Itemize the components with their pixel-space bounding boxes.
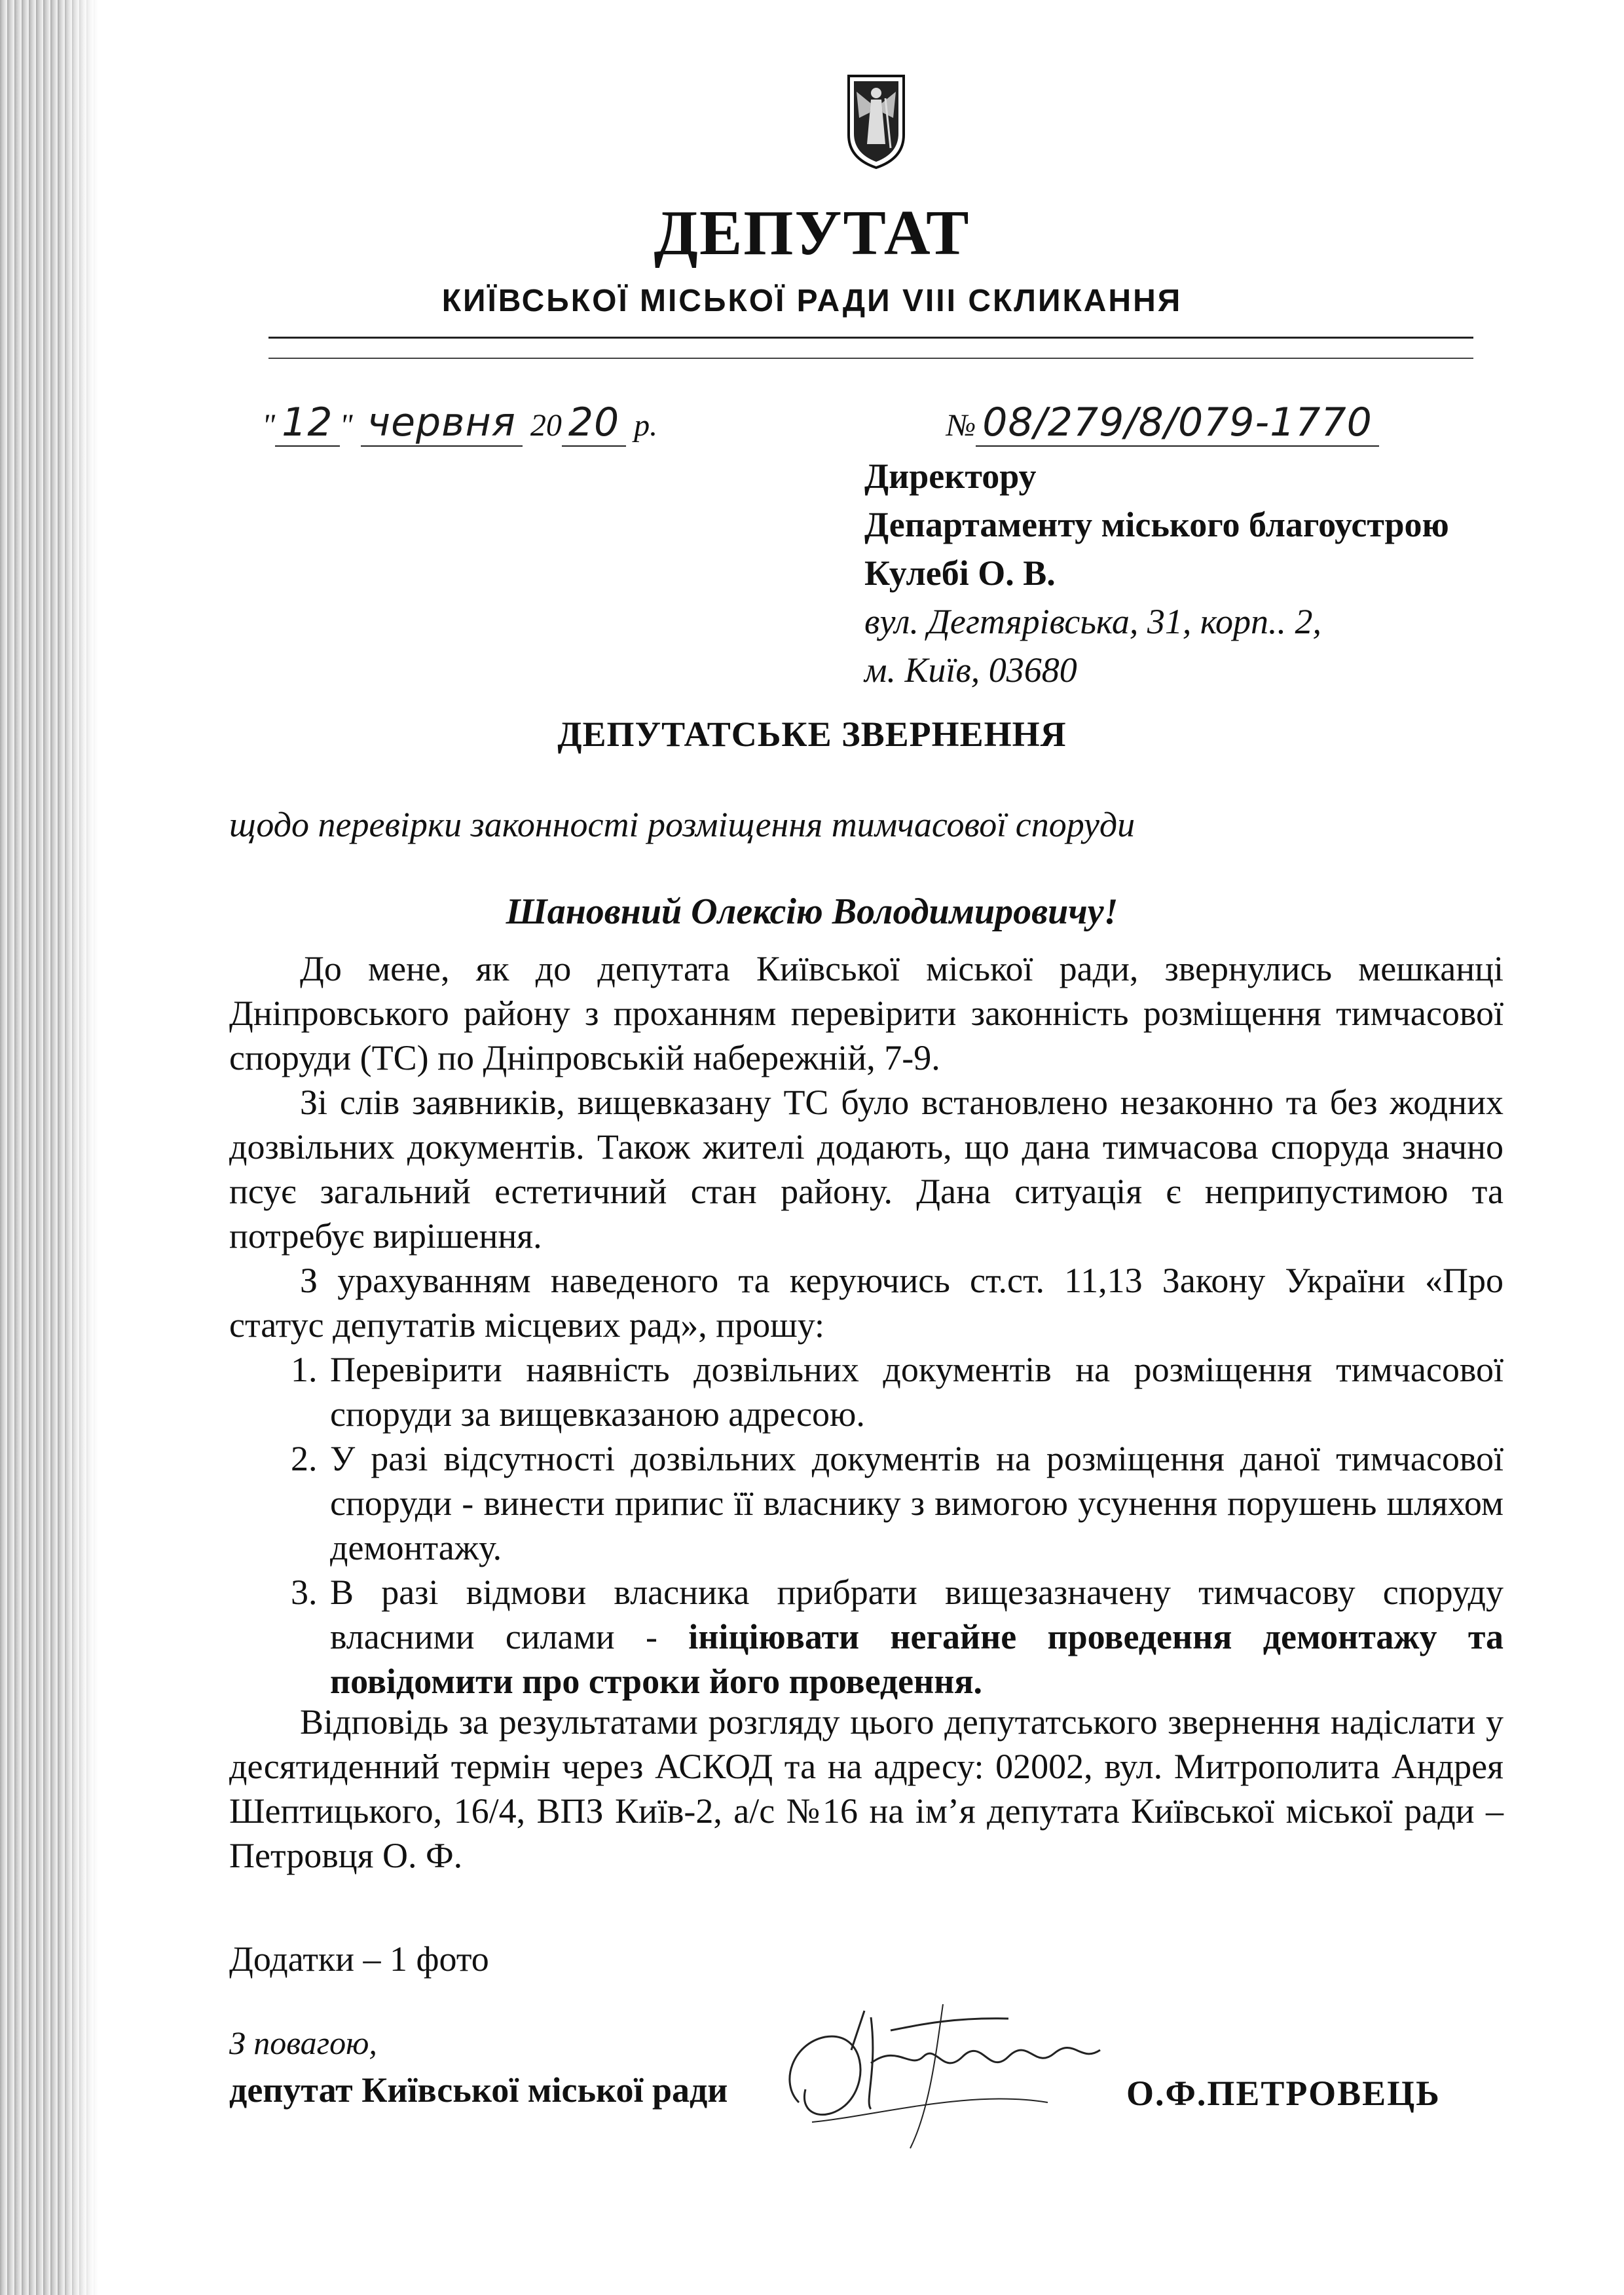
header-rule-top: [268, 337, 1473, 339]
date-day: 12: [275, 400, 339, 447]
request-item-3-text: В разі відмови власника прибрати вищезазначену тимчасову споруду власними силами -: [330, 1573, 1504, 1656]
number-value: 08/279/8/079-1770: [976, 400, 1379, 447]
document-date: " 12 " червня 20 20 р.: [262, 400, 658, 445]
recipient-city: м. Київ, 03680: [864, 650, 1077, 690]
appeal-subject: щодо перевірки законності розміщення тимчасової споруди: [229, 805, 1135, 844]
date-year-suffix: 20: [562, 400, 626, 447]
closing-regards: З повагою,: [229, 2024, 377, 2061]
request-item-1-text: Перевірити наявність дозвільних документів на розміщення тимчасової споруди за вищевказаною адресою.: [330, 1350, 1504, 1434]
request-item-3-bold: ініціювати негайне проведення демонтажу та повідомити про строки його проведення.: [330, 1617, 1504, 1701]
council-name: КИЇВСЬКОЇ МІСЬКОЇ РАДИ VIII СКЛИКАННЯ: [441, 284, 1183, 318]
request-item-2: [326, 1436, 1504, 1570]
recipient-street: вул. Дегтярівська, 31, корп.. 2,: [864, 602, 1322, 641]
recipient-line3: Кулебі О. В.: [864, 553, 1056, 593]
appeal-heading: ДЕПУТАТСЬКЕ ЗВЕРНЕННЯ: [557, 715, 1067, 754]
request-list: [229, 1347, 1504, 1704]
signatory-name: О.Ф.ПЕТРОВЕЦЬ: [1126, 2074, 1441, 2113]
signatory-role: депутат Київської міської ради: [229, 2070, 728, 2110]
appeal-body: [229, 946, 1504, 1704]
request-item-2-text: У разі відсутності дозвільних документів на розміщення даної тимчасової споруди - винести припис її власнику з вимогою усунення порушень шляхом демонтажу.: [330, 1439, 1504, 1567]
request-item-1: [326, 1347, 1504, 1436]
reply-paragraph: Відповідь за результатами розгляду цього депутатського звернення надіслати у десятиденний термін через АСКОД та на адресу: 02002, вул. Митрополита Андрея Шептицького, 16/4, ВПЗ Київ-2, а/с №16 на ім’я депутата Київської міської ради – Петровця О. Ф.: [229, 1702, 1504, 1875]
reply-instructions: [229, 1700, 1504, 1878]
date-year-prefix: 20: [530, 408, 562, 443]
recipient-line2: Департаменту міського благоустрою: [864, 505, 1449, 544]
date-year-unit: р.: [634, 408, 658, 443]
number-prefix: №: [946, 408, 976, 443]
date-month: червня: [361, 400, 523, 447]
header-rule-bottom: [268, 358, 1473, 359]
recipient-block: [864, 452, 1552, 694]
body-paragraph-3: З урахуванням наведеного та керуючись ст.ст. 11,13 Закону України «Про статус депутатів місцевих рад», прошу:: [229, 1261, 1504, 1345]
salutation: Шановний Олексію Володимировичу!: [506, 891, 1118, 932]
body-paragraph-2: Зі слів заявників, вищевказану ТС було встановлено незаконно та без жодних дозвільних документів. Також жителі додають, що дана тимчасова споруда значно псує загальний естетичний стан району. Дана ситуація є неприпустимою та потребує вирішення.: [229, 1083, 1504, 1256]
document-title: ДЕПУТАТ: [654, 198, 970, 269]
handwritten-signature: [773, 1991, 1139, 2155]
kyiv-coat-of-arms-icon: [845, 72, 908, 170]
request-item-3: [326, 1570, 1504, 1704]
attachments-note: Додатки – 1 фото: [229, 1939, 489, 1979]
scan-edge-shadow: [0, 0, 98, 2295]
outgoing-number: [946, 400, 1379, 445]
recipient-line1: Директору: [864, 457, 1037, 496]
body-paragraph-1: До мене, як до депутата Київської міської ради, звернулись мешканці Дніпровського району з проханням перевірити законність розміщення тимчасової споруди (ТС) по Дніпровській набережній, 7-9.: [229, 949, 1504, 1077]
